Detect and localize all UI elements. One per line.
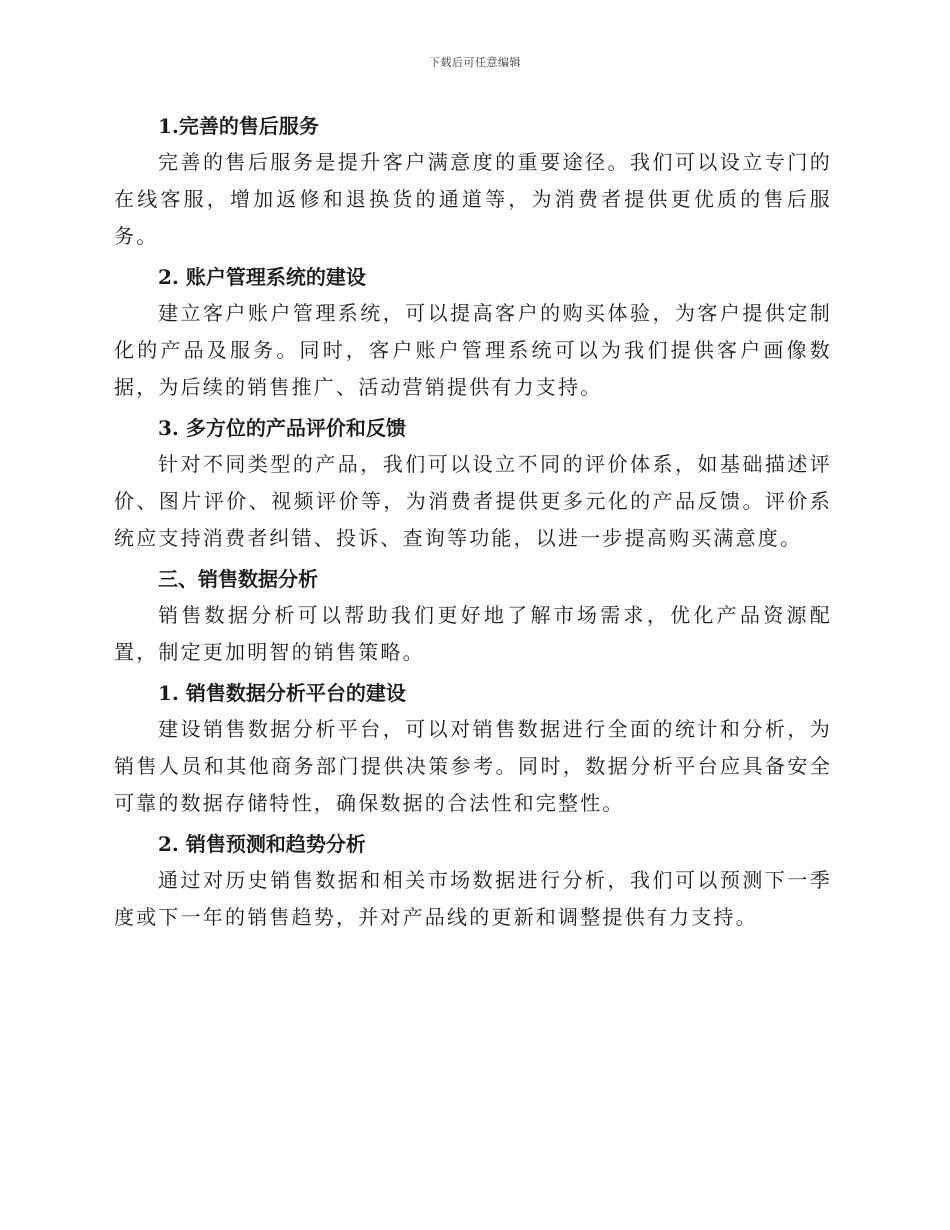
section-paragraph: 销售数据分析可以帮助我们更好地了解市场需求，优化产品资源配置，制定更加明智的销售策略。 (114, 603, 832, 664)
section-analysis-platform (114, 675, 832, 822)
section-heading: 三、销售数据分析 (158, 567, 318, 591)
section-sales-forecast (114, 826, 832, 936)
section-paragraph: 建立客户账户管理系统，可以提高客户的购买体验，为客户提供定制化的产品及服务。同时，客户账户管理系统可以为我们提供客户画像数据，为后续的销售推广、活动营销提供有力支持。 (114, 301, 832, 399)
section-heading: 2. 销售预测和趋势分析 (158, 832, 366, 856)
section-product-review (114, 410, 832, 557)
section-sales-data-analysis (114, 561, 832, 671)
section-after-sales (114, 108, 832, 255)
section-heading: 3. 多方位的产品评价和反馈 (158, 416, 406, 440)
page-header: 下载后可任意编辑 (429, 56, 521, 69)
section-paragraph: 针对不同类型的产品，我们可以设立不同的评价体系，如基础描述评价、图片评价、视频评价等，为消费者提供更多元化的产品反馈。评价系统应支持消费者纠错、投诉、查询等功能，以进一步提高购买满意度。 (114, 452, 832, 550)
section-paragraph: 建设销售数据分析平台，可以对销售数据进行全面的统计和分析，为销售人员和其他商务部门提供决策参考。同时，数据分析平台应具备安全可靠的数据存储特性，确保数据的合法性和完整性。 (114, 717, 832, 815)
document-body (114, 108, 832, 940)
section-paragraph: 通过对历史销售数据和相关市场数据进行分析，我们可以预测下一季度或下一年的销售趋势，并对产品线的更新和调整提供有力支持。 (114, 868, 832, 929)
section-heading: 1.完善的售后服务 (158, 114, 319, 138)
section-heading: 1. 销售数据分析平台的建设 (158, 681, 406, 705)
section-heading: 2. 账户管理系统的建设 (158, 265, 366, 289)
section-paragraph: 完善的售后服务是提升客户满意度的重要途径。我们可以设立专门的在线客服，增加返修和退换货的通道等，为消费者提供更优质的售后服务。 (114, 150, 832, 248)
section-account-management (114, 259, 832, 406)
